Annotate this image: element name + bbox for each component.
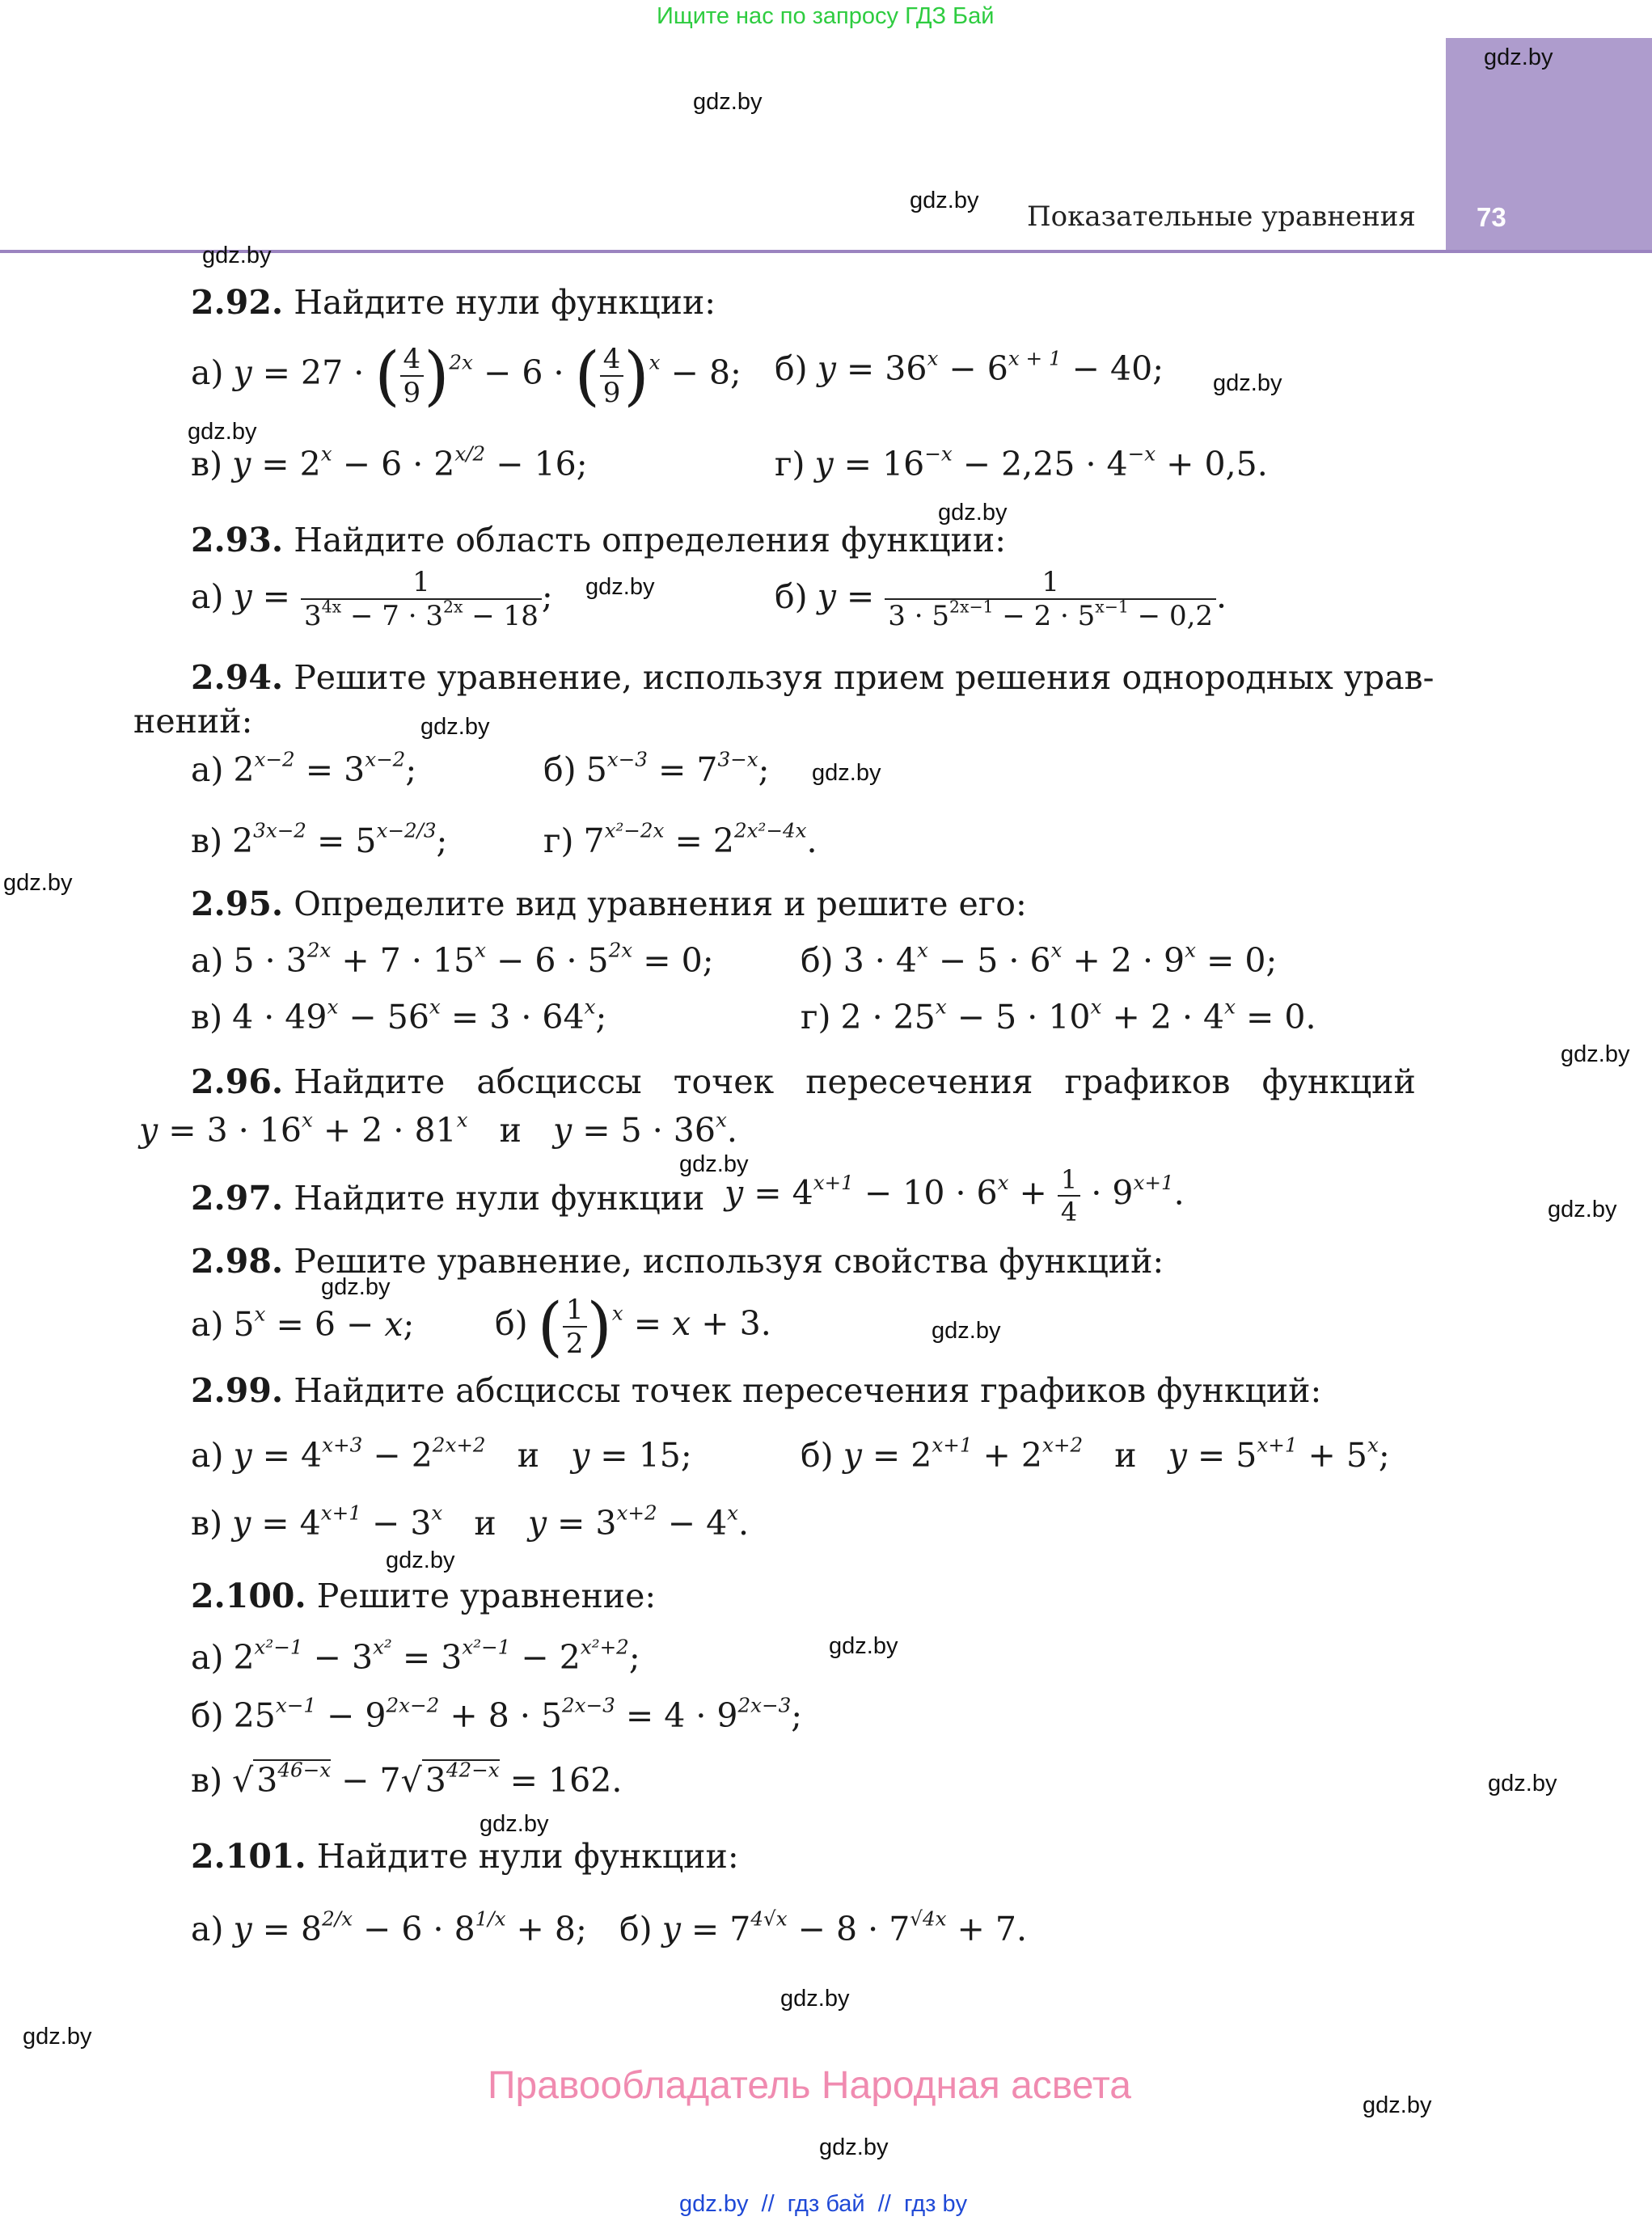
watermark: gdz.by xyxy=(321,1274,391,1300)
problem-2-100-title: 2.100. Решите уравнение: xyxy=(191,1577,657,1615)
watermark: gdz.by xyxy=(1488,1771,1557,1796)
problem-2-94-b: б) $5^{x-3} = 7^{3-x}$; xyxy=(543,747,770,789)
search-banner: Ищите нас по запросу ГДЗ Бай xyxy=(657,3,995,29)
watermark: gdz.by xyxy=(910,188,979,213)
problem-2-95-title: 2.95. Определите вид уравнения и решите его: xyxy=(191,885,1027,923)
watermark: gdz.by xyxy=(693,89,763,115)
watermark: gdz.by xyxy=(1484,44,1553,70)
problem-2-92-v: в) $y = 2^x - 6 \cdot 2^{x/2} - 16$; xyxy=(191,441,588,483)
problem-2-98-a: а) 5$^x$ = 6 − x; xyxy=(191,1302,415,1344)
watermark: gdz.by xyxy=(202,243,272,268)
problem-2-95-g: г) $2 \cdot 25^x - 5 \cdot 10^x + 2 \cdot 4^x = 0$. xyxy=(801,994,1316,1037)
problem-2-100-b: б) $25^{x-1} - 9^{2x-2} + 8 \cdot 5^{2x-3} = 4 \cdot 9^{2x-3}$; xyxy=(191,1693,803,1735)
watermark: gdz.by xyxy=(780,1986,850,2012)
watermark: gdz.by xyxy=(932,1318,1001,1344)
watermark: gdz.by xyxy=(480,1811,549,1837)
problem-2-94-title: 2.94. Решите уравнение, используя прием решения однородных урав- xyxy=(191,658,1434,697)
problem-2-93-b: б) y = $\frac{1}{3 \cdot 5^{2x-1} - 2 \cdot 5^{x-1} - 0,2}$ . xyxy=(775,566,1227,632)
problem-2-97-title: 2.97. Найдите нули функции xyxy=(191,1179,705,1218)
page-number: 73 xyxy=(1477,202,1506,232)
problem-2-99-a: а) $y = 4^{x+3} - 2^{2x+2}$ и y = 15; xyxy=(191,1433,692,1475)
problem-2-96-title: 2.96. Найдите абсциссы точек пересечения графиков функций xyxy=(191,1062,1416,1101)
watermark: gdz.by xyxy=(386,1547,455,1573)
running-header-title: Показательные уравнения xyxy=(1027,201,1416,233)
watermark: gdz.by xyxy=(3,870,73,896)
problem-2-101-a: а) $y = 8^{2/x} - 6 \cdot 8^{1/x} + 8$; xyxy=(191,1906,587,1948)
watermark: gdz.by xyxy=(938,500,1008,526)
problem-2-101-b: б) $y = 7^{4√x} - 8 \cdot 7^{√4x} + 7$. xyxy=(619,1906,1028,1948)
copyright-owner: Правообладатель Народная асвета xyxy=(488,2064,1131,2107)
problem-2-99-title: 2.99. Найдите абсциссы точек пересечения графиков функций: xyxy=(191,1371,1322,1410)
watermark: gdz.by xyxy=(819,2134,889,2160)
watermark: gdz.by xyxy=(1213,370,1282,396)
problem-2-97-expr: $y = 4^{x+1} - 10 \cdot 6^x$ + $\frac{1}{4}$ · $9^{x+1}$. xyxy=(725,1164,1185,1227)
problem-2-92-g: г) $y = 16^{-x} - 2,25 \cdot 4^{-x} + 0,5$. xyxy=(775,441,1268,483)
problem-2-100-a: а) $2^{x^2-1} - 3^{x^2} = 3^{x^2-1} - 2^{x^2+2}$; xyxy=(191,1635,640,1677)
footer-links[interactable]: gdz.by // гдз бай // гдз by xyxy=(679,2191,968,2217)
watermark: gdz.by xyxy=(188,419,257,445)
problem-2-96-expr: $y = 3 \cdot 16^x + 2 \cdot 81^x$ и $y = 5 \cdot 36^x$. xyxy=(139,1108,737,1150)
watermark: gdz.by xyxy=(420,714,490,740)
watermark: gdz.by xyxy=(679,1151,749,1177)
problem-2-93-a: а) y = $\frac{1}{3^{4x} - 7 \cdot 3^{2x} - 18}$ ; xyxy=(191,566,553,632)
watermark: gdz.by xyxy=(1363,2092,1432,2118)
watermark: gdz.by xyxy=(23,2024,92,2050)
problem-2-94-a: а) $2^{x-2} = 3^{x-2}$; xyxy=(191,747,417,789)
watermark: gdz.by xyxy=(585,574,655,600)
problem-2-94-g: г) $7^{x^2-2x} = 2^{2x^2-4x}$. xyxy=(543,818,818,860)
problem-2-95-a: а) $5 \cdot 3^{2x} + 7 \cdot 15^x - 6 \cdot 5^{2x} = 0$; xyxy=(191,938,714,980)
problem-2-99-b: б) $y = 2^{x+1} + 2^{x+2}$ и $y = 5^{x+1} + 5^x$; xyxy=(801,1433,1390,1475)
problem-2-99-v: в) $y = 4^{x+1} - 3^x$ и $y = 3^{x+2} - 4^x$. xyxy=(191,1501,750,1543)
problem-2-92-a: а) y = 27 · ( $\frac{4}{9}$ )$^{2x}$ − 6 · ( $\frac{4}{9}$ )$^x$ − 8; xyxy=(191,338,741,413)
watermark: gdz.by xyxy=(1548,1197,1617,1222)
problem-2-98-b: б) ( $\frac{1}{2}$ )$^x$ = x + 3. xyxy=(495,1289,771,1364)
problem-2-93-title: 2.93. Найдите область определения функции: xyxy=(191,521,1007,559)
problem-2-98-title: 2.98. Решите уравнение, используя свойства функций: xyxy=(191,1242,1164,1281)
problem-2-95-b: б) $3 \cdot 4^x - 5 \cdot 6^x + 2 \cdot 9^x = 0$; xyxy=(801,938,1278,980)
problem-2-94-title-cont: нений: xyxy=(133,702,253,741)
watermark: gdz.by xyxy=(829,1633,898,1659)
watermark: gdz.by xyxy=(1561,1041,1630,1067)
problem-2-92-b: б) $y = 36^x - 6^{x + 1} - 40$; xyxy=(775,346,1164,388)
problem-2-100-v: в) $√3^{46-x} - 7√3^{42-x} = 162$. xyxy=(191,1758,623,1800)
problem-2-101-title: 2.101. Найдите нули функции: xyxy=(191,1837,739,1876)
problem-2-95-v: в) $4 \cdot 49^x - 56^x = 3 \cdot 64^x$; xyxy=(191,994,607,1037)
watermark: gdz.by xyxy=(812,760,881,786)
problem-2-92-title: 2.92. Найдите нули функции: xyxy=(191,283,716,322)
problem-2-94-v: в) $2^{3x-2} = 5^{x-2/3}$; xyxy=(191,818,448,860)
